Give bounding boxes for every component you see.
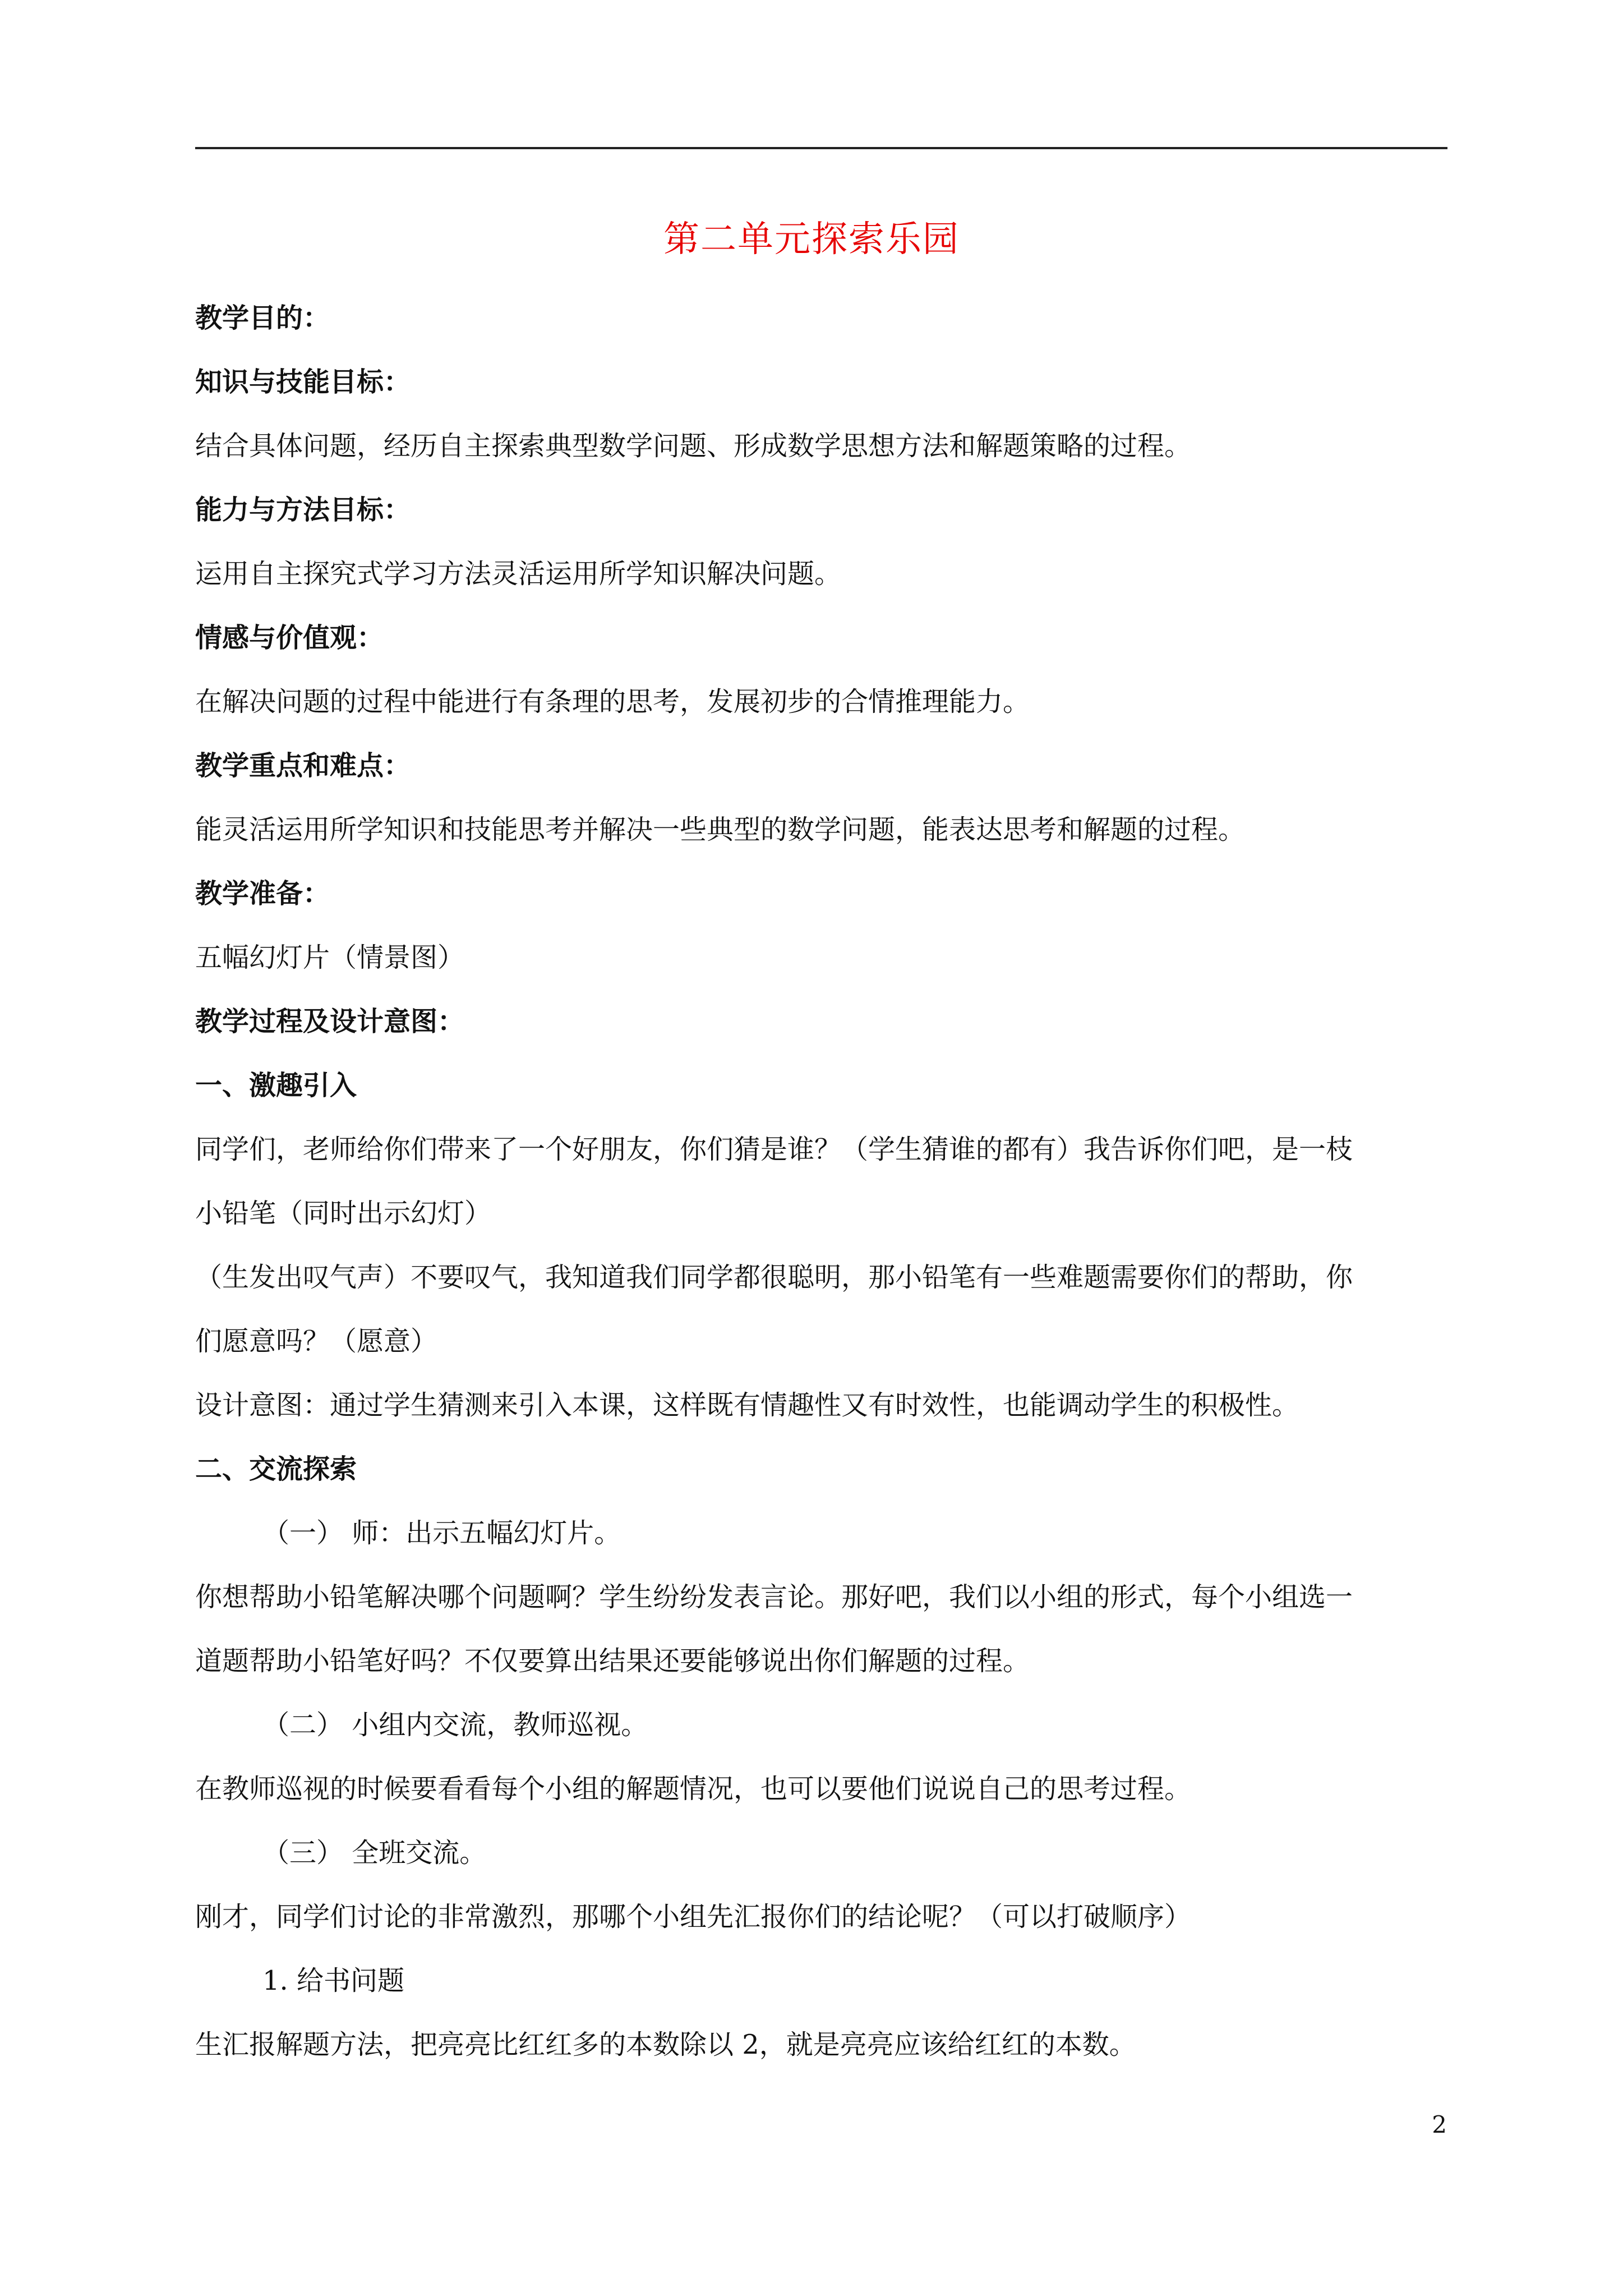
paragraph-design-intent: 设计意图：通过学生猜测来引入本课，这样既有情趣性又有时效性，也能调动学生的积极性。 (195, 1389, 1299, 1421)
heading-teaching-goals: 教学目的： (195, 302, 330, 334)
paragraph-line: 同学们，老师给你们带来了一个好朋友，你们猜是谁？（学生猜谁的都有）我告诉你们吧，是一枝 (195, 1134, 1353, 1165)
section-heading-introduction: 一、激趣引入 (195, 1070, 357, 1101)
paragraph-line: （生发出叹气声）不要叹气，我知道我们同学都很聪明，那小铅笔有一些难题需要你们的帮助，你 (195, 1262, 1353, 1293)
paragraph-line: 小铅笔（同时出示幻灯） (195, 1198, 492, 1229)
subsection-step-3: （三） 全班交流。 (262, 1837, 487, 1869)
subsection-step-1: （一） 师：出示五幅幻灯片。 (262, 1517, 621, 1549)
subsection-step-2: （二） 小组内交流，教师巡视。 (262, 1709, 648, 1741)
heading-teaching-process: 教学过程及设计意图： (195, 1006, 465, 1037)
paragraph-ability-method: 运用自主探究式学习方法灵活运用所学知识解决问题。 (195, 558, 842, 590)
paragraph-line: 你想帮助小铅笔解决哪个问题啊？学生纷纷发表言论。那好吧，我们以小组的形式，每个小组选一 (195, 1581, 1353, 1613)
numbered-item-1: 1. 给书问题 (262, 1965, 405, 1996)
paragraph-key-difficult-points: 能灵活运用所学知识和技能思考并解决一些典型的数学问题，能表达思考和解题的过程。 (195, 814, 1246, 845)
heading-ability-method-goals: 能力与方法目标： (195, 494, 411, 526)
paragraph-line: 在教师巡视的时候要看看每个小组的解题情况，也可以要他们说说自己的思考过程。 (195, 1773, 1192, 1805)
paragraph-line: 道题帮助小铅笔好吗？不仅要算出结果还要能够说出你们解题的过程。 (195, 1645, 1030, 1677)
paragraph-line: 生汇报解题方法，把亮亮比红红多的本数除以 2，就是亮亮应该给红红的本数。 (195, 2029, 1136, 2060)
paragraph-knowledge-skill: 结合具体问题，经历自主探索典型数学问题、形成数学思想方法和解题策略的过程。 (195, 430, 1192, 462)
paragraph-teaching-preparation: 五幅幻灯片（情景图） (195, 942, 465, 973)
heading-emotion-values: 情感与价值观： (195, 622, 384, 654)
heading-teaching-preparation: 教学准备： (195, 878, 330, 909)
header-rule (195, 147, 1447, 149)
paragraph-line: 们愿意吗？（愿意） (195, 1326, 438, 1357)
paragraph-line: 刚才，同学们讨论的非常激烈，那哪个小组先汇报你们的结论呢？（可以打破顺序） (195, 1901, 1192, 1932)
heading-key-difficult-points: 教学重点和难点： (195, 750, 411, 781)
heading-knowledge-skill-goals: 知识与技能目标： (195, 366, 411, 398)
page-title: 第二单元探索乐园 (663, 219, 960, 260)
section-heading-exploration: 二、交流探索 (195, 1453, 357, 1485)
page-number: 2 (1432, 2111, 1447, 2138)
paragraph-emotion-values: 在解决问题的过程中能进行有条理的思考，发展初步的合情推理能力。 (195, 686, 1030, 717)
